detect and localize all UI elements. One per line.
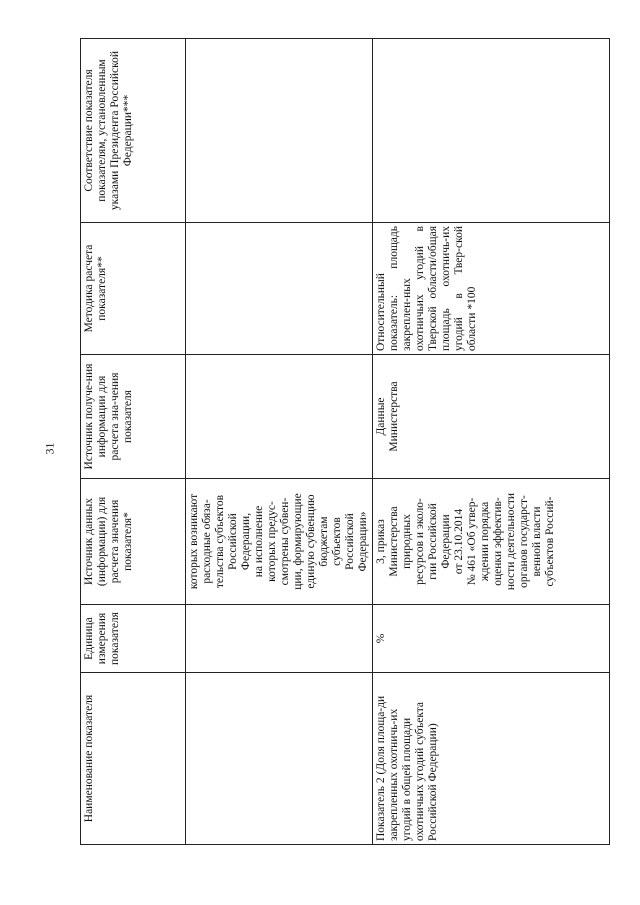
- table-row: [186, 39, 373, 845]
- cell-correspondence: [186, 39, 373, 223]
- cell-unit: %: [373, 605, 610, 673]
- cell-source: которых возникают расходные обяза- тельства субъектов Российской Федерации, на исполнение которых предус- смотрены субвен- ции, формирующие единую субвенцию бюджетам субъектов Российской Федерации»: [186, 479, 373, 605]
- header-correspondence: Соответствие показателя показателям, установленным указами Президента Российской Федерации***: [81, 39, 186, 223]
- cell-name: [186, 673, 373, 845]
- header-name: Наименование показателя: [81, 673, 186, 845]
- header-unit: Единица измерения показателя: [81, 605, 186, 673]
- indicators-table: [80, 38, 610, 845]
- cell-source: 3, приказ Министерства природных ресурсов и эколо- гии Российской Федерации от 23.10.2014 № 461 «Об утвер- ждении порядка оценки эффектив- ности деятельности органов государст- венной власти субъектов Россий-: [373, 479, 610, 605]
- cell-info: [186, 355, 373, 479]
- header-source: Источник данных (информации) для расчета значения показателя*: [81, 479, 186, 605]
- cell-info: Данные Министерства: [373, 355, 610, 479]
- header-method: Методика расчета показателя**: [81, 223, 186, 355]
- cell-unit: [186, 605, 373, 673]
- table-header-row: [81, 39, 186, 845]
- cell-name: Показатель 2 (Доля площа-ди закрепленных охотничь-их угодий в общей площади охотничьих угодий субъекта Российской Федерации): [373, 673, 610, 845]
- cell-method: [186, 223, 373, 355]
- header-info: Источник получе-ния информации для расчета зна-чения показателя: [81, 355, 186, 479]
- indicators-table-frame: [80, 39, 610, 845]
- cell-method: Относительный показатель: площадь закреплен-ных охотничьих угодий в Тверской области/общая площадь охотничь-их угодий в Твер-ской области *100: [373, 223, 610, 355]
- table-row: [373, 39, 610, 845]
- cell-correspondence: [373, 39, 610, 223]
- page-number: 31: [42, 442, 57, 455]
